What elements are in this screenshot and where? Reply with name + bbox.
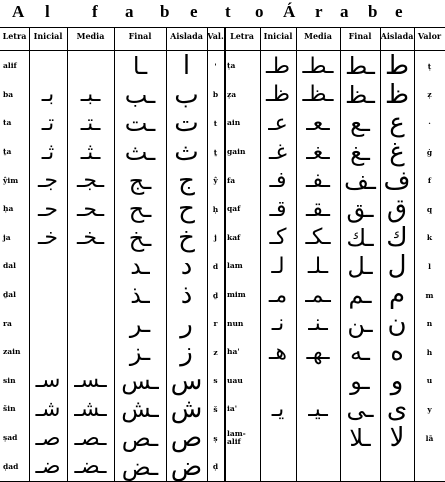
arabic-glyph-media: ـيـ [308, 396, 328, 422]
arabic-glyph-aislada: لا [389, 423, 405, 454]
arabic-glyph-final: ـل [347, 252, 373, 281]
page-title [0, 0, 445, 26]
letter-value: ṭ [427, 61, 432, 71]
arabic-glyph-aislada: ث [174, 137, 199, 168]
title-letter: A [12, 2, 25, 21]
column-header: Final [348, 31, 372, 41]
arabic-glyph-inicial: مـ [268, 282, 288, 308]
arabic-glyph-final: ـب [124, 80, 156, 109]
letter-value: ḥ [212, 204, 219, 214]
letter-name: fa [227, 175, 236, 185]
letter-name: lam [227, 261, 243, 271]
letter-value: ' [214, 61, 217, 71]
arabic-glyph-media: ـلـ [307, 253, 329, 279]
letter-name: sin [3, 375, 16, 385]
letter-name: alif [3, 61, 17, 71]
letter-value: m [425, 290, 434, 300]
letter-value: u [426, 376, 433, 386]
letter-value: h [426, 347, 433, 357]
arabic-glyph-inicial [29, 309, 67, 338]
arabic-glyph-final: ـو [350, 366, 370, 395]
letter-value: s [213, 376, 218, 386]
arabic-glyph-inicial: لـ [271, 253, 285, 279]
letter-name: ṯa [3, 147, 12, 157]
arabic-glyph-aislada: خ [178, 222, 195, 253]
arabic-glyph-aislada: ش [170, 394, 203, 425]
arabic-glyph-media: ـغـ [306, 139, 330, 165]
letter-name: ba [3, 89, 14, 99]
arabic-glyph-inicial: كـ [269, 225, 287, 251]
arabic-glyph-final: ـف [344, 166, 376, 195]
arabic-glyph-aislada: د [180, 251, 193, 282]
arabic-glyph-media: ـقـ [305, 196, 331, 222]
letter-name: ṣad [3, 433, 18, 443]
arabic-glyph-inicial: جـ [37, 168, 59, 194]
arabic-glyph-final: ـج [128, 166, 152, 195]
letter-name: ra [3, 318, 12, 328]
letter-value: ṯ [213, 147, 218, 157]
column-header: Inicial [33, 31, 63, 41]
letter-value: n [426, 319, 433, 329]
arabic-glyph-aislada: ف [383, 165, 411, 196]
arabic-glyph-aislada: ج [178, 165, 195, 196]
arabic-glyph-media: ـحـ [76, 196, 105, 222]
letter-value: y [427, 404, 432, 414]
arabic-glyph-inicial: نـ [271, 311, 285, 337]
arabic-glyph-inicial: شـ [35, 396, 61, 422]
arabic-glyph-media: ـفـ [305, 168, 331, 194]
arabic-glyph-inicial: يـ [271, 396, 285, 422]
arabic-glyph-inicial [29, 52, 67, 81]
arabic-glyph-media: ـظـ [302, 82, 334, 108]
arabic-glyph-aislada: ذ [180, 280, 193, 311]
arabic-glyph-final: ـض [121, 452, 159, 481]
title-letter: a [340, 2, 349, 21]
letter-name: ẓa [227, 89, 237, 99]
arabic-glyph-media: ـجـ [76, 168, 105, 194]
arabic-glyph-media: ـضـ [74, 454, 107, 480]
arabic-glyph-final: ـظ [345, 80, 375, 109]
arabic-glyph-final: ـت [124, 109, 156, 138]
letter-value: · [428, 118, 431, 128]
arabic-glyph-media [296, 367, 340, 396]
title-letter: e [395, 2, 403, 21]
arabic-glyph-inicial: سـ [35, 368, 61, 394]
arabic-glyph-media: ـخـ [76, 225, 105, 251]
letter-name: ta [3, 118, 12, 128]
arabic-glyph-media [67, 252, 114, 281]
arabic-glyph-inicial: صـ [35, 425, 61, 451]
letter-value: b [212, 90, 219, 100]
letter-value: q [426, 204, 433, 214]
arabic-glyph-inicial: فـ [269, 168, 287, 194]
arabic-glyph-final: ـز [129, 338, 151, 367]
arabic-glyph-inicial: طـ [266, 53, 290, 79]
letter-name: lam- alif [227, 429, 246, 447]
title-letter: r [315, 2, 323, 21]
arabic-glyph-aislada: م [388, 280, 406, 311]
arabic-glyph-aislada: ص [170, 423, 203, 454]
arabic-glyph-media: ـعـ [306, 110, 330, 136]
letter-value: z [213, 347, 218, 357]
arabic-glyph-media: ـنـ [308, 311, 328, 337]
arabic-glyph-media: ـشـ [74, 396, 107, 422]
letter-name: nun [227, 318, 244, 328]
arabic-glyph-media [67, 281, 114, 310]
letter-value: t [213, 118, 218, 128]
column-header: Letra [2, 31, 27, 41]
letter-name: uau [227, 375, 243, 385]
letter-value: ġ [426, 147, 433, 157]
letter-name: gain [227, 147, 246, 157]
letter-value: j [214, 233, 217, 243]
column-header: Val. [207, 31, 224, 41]
letter-value: l [428, 261, 431, 271]
letter-value: ḍ [212, 462, 219, 472]
arabic-glyph-media: ـتـ [80, 110, 101, 136]
arabic-glyph-final: ـا [132, 52, 148, 81]
title-letter: t [225, 2, 231, 21]
arabic-glyph-final: ـغ [350, 138, 370, 167]
arabic-glyph-aislada: ظ [384, 79, 410, 110]
arabic-glyph-final: ـص [121, 424, 159, 453]
letter-value: lā [425, 433, 434, 443]
arabic-glyph-aislada: و [390, 365, 404, 396]
letter-name: qaf [227, 204, 241, 214]
column-header: Media [304, 31, 332, 41]
letter-name: ain [227, 118, 241, 128]
column-header: Media [76, 31, 105, 41]
arabic-glyph-inicial: ثـ [41, 139, 55, 165]
arabic-glyph-inicial: حـ [37, 196, 59, 222]
letter-name: šin [3, 404, 16, 414]
arabic-glyph-media [67, 338, 114, 367]
arabic-glyph-media [67, 309, 114, 338]
arabic-glyph-media: ـثـ [80, 139, 101, 165]
arabic-glyph-aislada: ق [386, 194, 408, 225]
arabic-glyph-final: ـلا [349, 424, 371, 453]
arabic-glyph-inicial: خـ [37, 225, 59, 251]
arabic-glyph-aislada: ب [174, 79, 199, 110]
letter-name: ŷim [3, 175, 19, 185]
arabic-glyph-final: ـر [129, 309, 151, 338]
title-letter: e [190, 2, 198, 21]
letter-value: ṣ [213, 433, 218, 443]
title-letter: b [160, 2, 170, 21]
arabic-glyph-inicial: بـ [41, 82, 55, 108]
arabic-glyph-inicial: غـ [269, 139, 287, 165]
arabic-glyph-aislada: ل [387, 251, 407, 282]
alphabet-table [0, 27, 445, 482]
arabic-glyph-final: ـس [121, 366, 159, 395]
arabic-glyph-aislada: ط [384, 51, 410, 82]
letter-value: f [427, 176, 432, 186]
title-letter: b [368, 2, 378, 21]
letter-name: ṭa [227, 61, 236, 71]
letter-name: ha' [227, 347, 240, 357]
arabic-glyph-final: ـع [350, 109, 370, 138]
letter-name: dal [3, 261, 16, 271]
arabic-glyph-aislada: ى [386, 394, 408, 425]
arabic-glyph-media [296, 424, 340, 453]
arabic-glyph-inicial: تـ [41, 110, 55, 136]
letter-name: ḍad [3, 461, 19, 471]
header-divider [0, 50, 445, 51]
letter-value: r [213, 319, 218, 329]
arabic-glyph-final: ـق [346, 195, 374, 224]
arabic-glyph-media: ـبـ [80, 82, 101, 108]
arabic-glyph-inicial [29, 338, 67, 367]
arabic-glyph-media [67, 52, 114, 81]
arabic-glyph-final: ـك [346, 223, 374, 252]
arabic-glyph-media: ـهـ [306, 339, 330, 365]
column-header: Valor [417, 31, 442, 41]
title-letter: o [255, 2, 264, 21]
arabic-glyph-aislada: ر [180, 308, 193, 339]
column-header: Final [128, 31, 152, 41]
letter-value: š [213, 404, 218, 414]
arabic-glyph-aislada: ه [390, 337, 404, 368]
letter-value: ẓ [427, 90, 432, 100]
title-letter: l [45, 2, 50, 21]
letter-name: zain [3, 347, 21, 357]
column-header: Aislada [380, 31, 414, 41]
arabic-glyph-aislada: ن [387, 308, 407, 339]
arabic-glyph-inicial [29, 281, 67, 310]
arabic-glyph-aislada: ض [170, 451, 203, 482]
arabic-glyph-aislada: غ [389, 137, 405, 168]
arabic-glyph-aislada: ك [386, 222, 408, 253]
letter-value: d [212, 261, 219, 271]
arabic-glyph-final: ـح [128, 195, 152, 224]
arabic-glyph-media: ـطـ [302, 53, 334, 79]
arabic-glyph-final: ـه [350, 338, 370, 367]
arabic-glyph-final: ـط [345, 52, 375, 81]
arabic-glyph-inicial: ضـ [35, 454, 61, 480]
letter-name: mim [227, 290, 246, 300]
letter-name: ḥa [3, 204, 14, 214]
arabic-glyph-media: ـصـ [74, 425, 107, 451]
arabic-glyph-aislada: ح [178, 194, 195, 225]
arabic-glyph-final: ـذ [130, 281, 150, 310]
arabic-glyph-inicial [260, 367, 296, 396]
arabic-glyph-aislada: س [170, 365, 203, 396]
letter-name: ḏal [3, 290, 16, 300]
letter-name: ia' [227, 404, 238, 414]
arabic-glyph-media: ـكـ [305, 225, 331, 251]
letter-value: k [426, 233, 433, 243]
arabic-glyph-final: ـم [348, 281, 372, 310]
arabic-glyph-final: ـن [347, 309, 373, 338]
arabic-glyph-final: ـد [130, 252, 150, 281]
letter-value: ŷ [213, 176, 218, 186]
arabic-glyph-media: ـمـ [305, 282, 331, 308]
arabic-glyph-inicial [29, 252, 67, 281]
arabic-glyph-final: ـث [124, 138, 156, 167]
arabic-glyph-inicial: عـ [268, 110, 288, 136]
letter-name: ja [3, 232, 11, 242]
arabic-glyph-aislada: ز [180, 337, 193, 368]
arabic-glyph-aislada: ا [182, 51, 191, 82]
column-header: Letra [230, 31, 254, 41]
arabic-glyph-inicial: هـ [268, 339, 288, 365]
column-divider [224, 28, 226, 481]
letter-value: ḏ [212, 290, 219, 300]
arabic-glyph-aislada: ت [174, 108, 199, 139]
arabic-glyph-media: ـسـ [74, 368, 107, 394]
column-header: Aislada [170, 31, 203, 41]
title-letter: f [92, 2, 98, 21]
arabic-glyph-final: ـى [346, 395, 374, 424]
arabic-glyph-final: ـخ [128, 223, 152, 252]
arabic-glyph-final: ـش [121, 395, 159, 424]
arabic-glyph-inicial: قـ [269, 196, 287, 222]
column-header: Inicial [263, 31, 293, 41]
arabic-glyph-inicial [260, 424, 296, 453]
arabic-glyph-inicial: ظـ [266, 82, 290, 108]
title-letter: a [125, 2, 134, 21]
title-letter: Á [283, 2, 296, 21]
letter-name: kaf [227, 232, 241, 242]
arabic-glyph-aislada: ع [389, 108, 405, 139]
